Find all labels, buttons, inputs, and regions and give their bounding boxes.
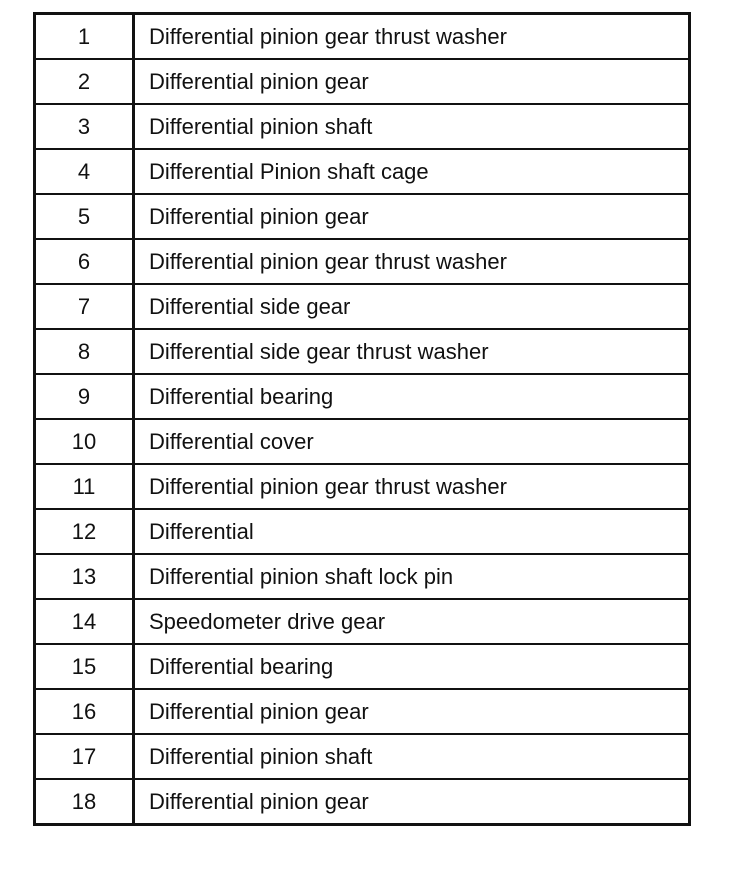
part-number-cell: 8 [35, 329, 134, 374]
part-description-cell: Differential pinion gear [134, 59, 690, 104]
table-row [35, 509, 690, 554]
part-description-cell: Differential pinion gear thrust washer [134, 14, 690, 60]
part-number-cell: 11 [35, 464, 134, 509]
part-number-cell: 15 [35, 644, 134, 689]
table-row [35, 14, 690, 60]
part-description-cell: Differential bearing [134, 644, 690, 689]
table-row [35, 104, 690, 149]
part-number-cell: 16 [35, 689, 134, 734]
part-number-cell: 12 [35, 509, 134, 554]
part-number-cell: 1 [35, 14, 134, 60]
part-description-cell: Differential [134, 509, 690, 554]
table-row [35, 779, 690, 825]
table-row [35, 599, 690, 644]
table-row [35, 149, 690, 194]
parts-legend-table [33, 12, 691, 826]
part-description-cell: Differential pinion gear [134, 689, 690, 734]
part-number-cell: 13 [35, 554, 134, 599]
part-description-cell: Speedometer drive gear [134, 599, 690, 644]
table-row [35, 644, 690, 689]
part-number-cell: 7 [35, 284, 134, 329]
part-number-cell: 6 [35, 239, 134, 284]
table-row [35, 419, 690, 464]
part-description-cell: Differential side gear [134, 284, 690, 329]
part-description-cell: Differential Pinion shaft cage [134, 149, 690, 194]
table-row [35, 689, 690, 734]
part-number-cell: 4 [35, 149, 134, 194]
table-row [35, 59, 690, 104]
part-number-cell: 2 [35, 59, 134, 104]
table-row [35, 554, 690, 599]
part-description-cell: Differential cover [134, 419, 690, 464]
part-description-cell: Differential pinion gear [134, 779, 690, 825]
part-number-cell: 3 [35, 104, 134, 149]
table-row [35, 194, 690, 239]
part-number-cell: 9 [35, 374, 134, 419]
part-number-cell: 17 [35, 734, 134, 779]
part-description-cell: Differential pinion gear [134, 194, 690, 239]
part-description-cell: Differential pinion shaft lock pin [134, 554, 690, 599]
table-row [35, 329, 690, 374]
part-number-cell: 18 [35, 779, 134, 825]
table-row [35, 239, 690, 284]
parts-legend-body [35, 14, 690, 825]
part-description-cell: Differential pinion shaft [134, 734, 690, 779]
part-description-cell: Differential side gear thrust washer [134, 329, 690, 374]
part-number-cell: 5 [35, 194, 134, 239]
table-row [35, 374, 690, 419]
table-row [35, 734, 690, 779]
part-description-cell: Differential pinion shaft [134, 104, 690, 149]
table-row [35, 464, 690, 509]
part-number-cell: 10 [35, 419, 134, 464]
part-description-cell: Differential pinion gear thrust washer [134, 239, 690, 284]
table-row [35, 284, 690, 329]
part-description-cell: Differential bearing [134, 374, 690, 419]
part-number-cell: 14 [35, 599, 134, 644]
part-description-cell: Differential pinion gear thrust washer [134, 464, 690, 509]
